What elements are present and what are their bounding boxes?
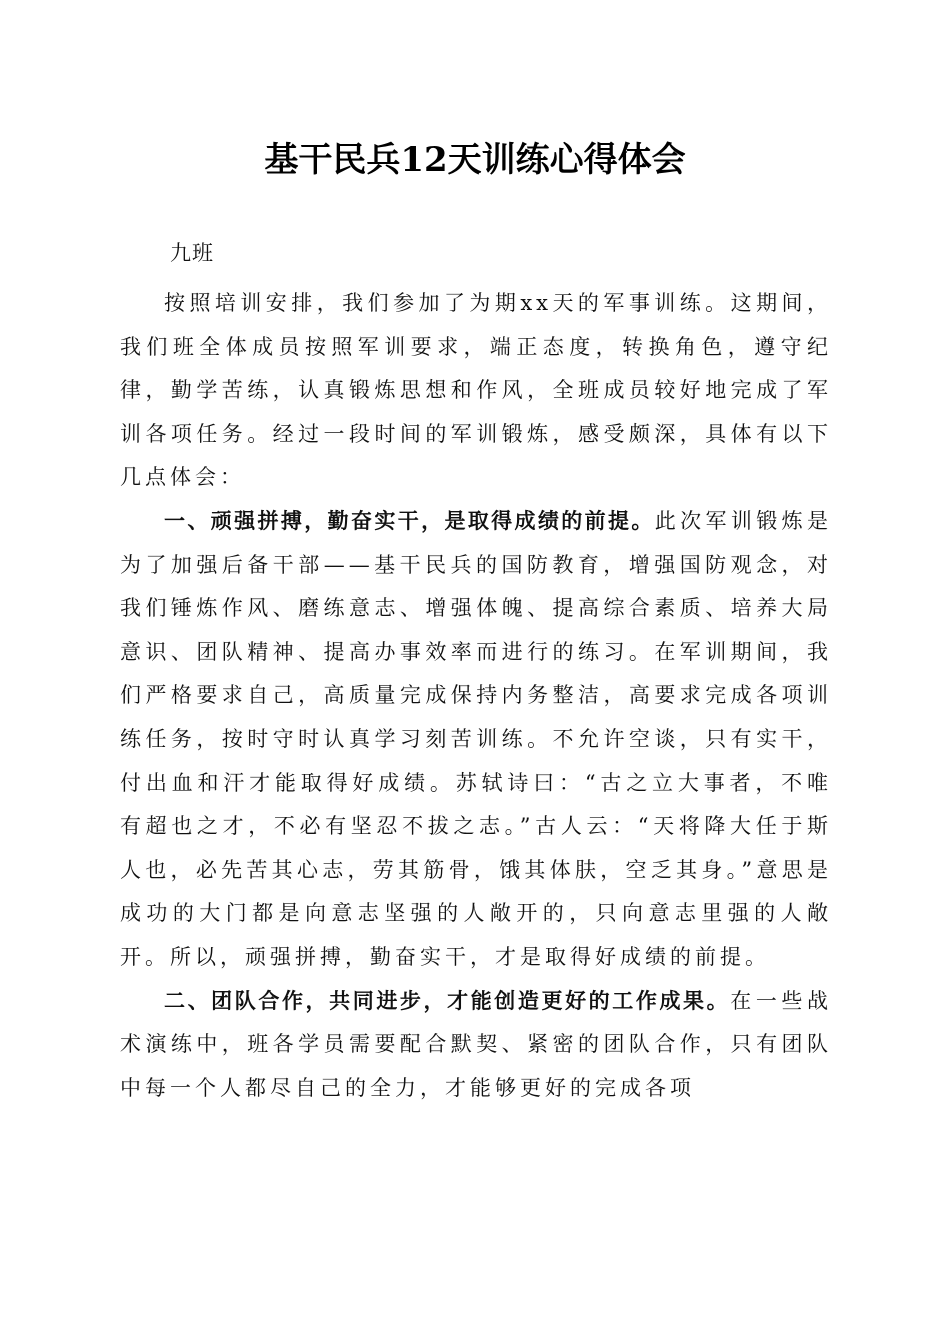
paragraph-section-2 <box>120 980 832 1111</box>
paragraph-text: 此次军训锻炼是为了加强后备干部——基干民兵的国防教育，增强国防观念，对我们锤炼作风、磨练意志、增强体魄、提高综合素质、培养大局意识、团队精神、提高办事效率而进行的练习。在军训期间，我们严格要求自己，高质量完成保持内务整洁，高要求完成各项训练任务，按时守时认真学习刻苦训练。不允许空谈，只有实干，付出血和汗才能取得好成绩。苏轼诗曰：“古之立大事者，不唯有超也之才，不必有坚忍不拔之志。”古人云：“天将降大任于斯人也，必先苦其心志，劳其筋骨，饿其体肤，空乏其身。”意思是成功的大门都是向意志坚强的人敞开的，只向意志里强的人敞开。所以，顽强拼搏，勤奋实干，才是取得好成绩的前提。 <box>120 508 833 969</box>
paragraph-intro <box>120 282 832 500</box>
document-body <box>120 282 832 1110</box>
section-heading: 一、顽强拼搏，勤奋实干，是取得成绩的前提。 <box>164 508 655 533</box>
paragraph-text: 在一些战术演练中，班各学员需要配合默契、紧密的团队合作，只有团队中每一个人都尽自己的全力，才能够更好的完成各项 <box>120 988 833 1100</box>
document-title: 基干民兵12天训练心得体会 <box>264 140 686 180</box>
paragraph-section-1 <box>120 500 832 980</box>
author-line: 九班 <box>170 241 214 265</box>
section-heading: 二、团队合作，共同进步，才能创造更好的工作成果。 <box>164 988 731 1013</box>
paragraph-text: 按照培训安排，我们参加了为期xx天的军事训练。这期间，我们班全体成员按照军训要求，端正态度，转换角色，遵守纪律，勤学苦练，认真锻炼思想和作风，全班成员较好地完成了军训各项任务。经过一段时间的军训锻炼，感受颇深，具体有以下几点体会： <box>120 291 832 490</box>
